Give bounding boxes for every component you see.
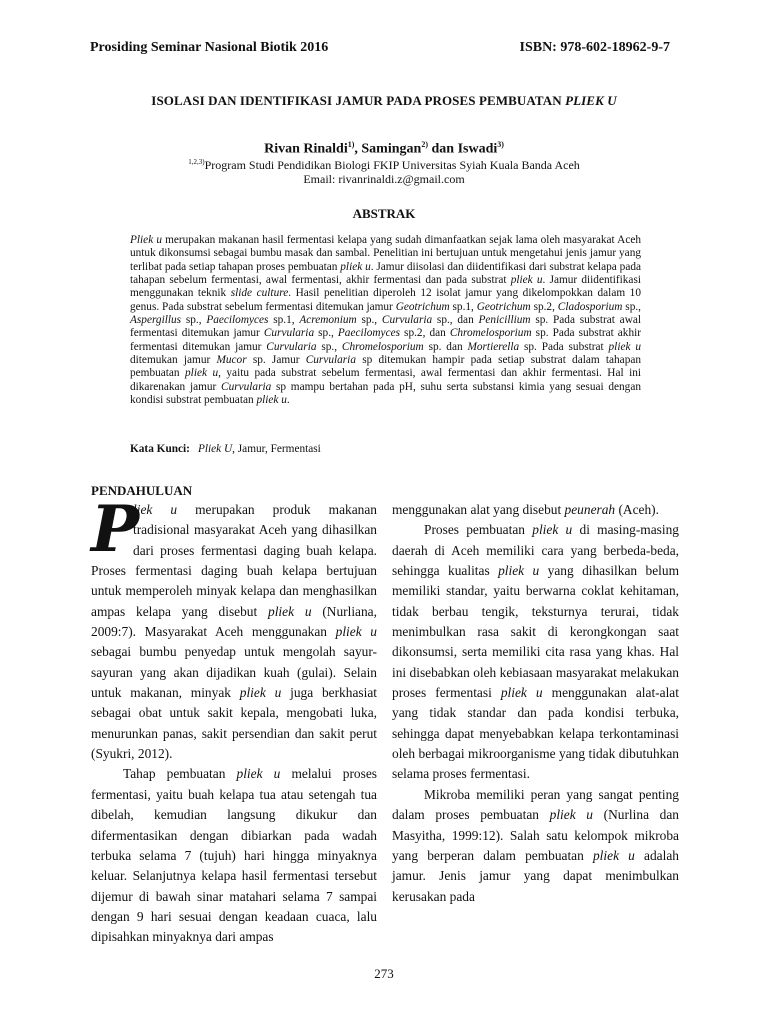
affiliation-text: Program Studi Pendidikan Biologi FKIP Universitas Syiah Kuala Banda Aceh bbox=[204, 158, 580, 172]
italic-term: Mortierella bbox=[467, 340, 520, 353]
running-header-isbn: ISBN: 978-602-18962-9-7 bbox=[519, 40, 670, 55]
body-paragraph bbox=[392, 500, 679, 520]
italic-term: Pliek u bbox=[130, 234, 162, 246]
text-run: . Jamur diisolasi dan diidentifikasi dari substrat kelapa pada tahapan sebelum fermentasi, awal fermentasi, akhir fermentasi dan pada substrat bbox=[130, 260, 641, 287]
text-run: sp., bbox=[314, 327, 338, 340]
abstract-body bbox=[130, 234, 641, 407]
abstract-heading: ABSTRAK bbox=[352, 206, 416, 221]
text-run: yang dihasilkan belum memiliki standar, yaitu berwarna coklat kehitaman, tidak berbau tengik, teksturnya terurai, tidak menimbulkan rasa sakit di kerongkongan saat dikonsumsi, serta memiliki cita rasa yang khas. Hal ini disebabkan oleh kebiasaan masyarakat melakukan proses fermentasi bbox=[392, 563, 679, 701]
text-run: sp mampu bertahan pada pH, suhu serta substansi kimia yang sesuai dengan kondisi substrat pembuatan bbox=[130, 380, 641, 407]
text-run: sp.1, bbox=[268, 314, 300, 327]
body-paragraph bbox=[392, 785, 679, 907]
italic-term: pliek u bbox=[335, 624, 377, 640]
text-run: merupakan makanan hasil fermentasi kelapa yang sudah dimanfaatkan sejak lama oleh masyarakat Aceh untuk dikonsumsi sebagai bumbu masak dan sambal. Penelitian ini bertujuan untuk mengetahui jenis jamur yang terlibat pada setiap tahapan proses pembuatan bbox=[130, 234, 641, 273]
body-paragraph bbox=[91, 492, 377, 764]
italic-term: Curvularia bbox=[266, 340, 317, 353]
text-run: sp. Pada substrat awal fermentasi ditemukan jamur bbox=[130, 314, 642, 340]
author-1-mark: 1) bbox=[347, 140, 355, 149]
author-list bbox=[0, 140, 768, 158]
text-run: Tahap pembuatan bbox=[123, 766, 237, 782]
keywords-rest: , Jamur, Fermentasi bbox=[232, 443, 321, 455]
text-run: (Nurlina dan Masyitha, 1999:12). Salah satu kelompok mikroba yang berperan dalam pembuatan bbox=[392, 807, 679, 863]
italic-term: Cladosporium bbox=[557, 300, 623, 313]
body-column-left bbox=[91, 492, 377, 948]
text-run: (Aceh). bbox=[615, 502, 659, 517]
text-run: adalah jamur. Jenis jamur yang dapat menimbulkan kerusakan pada bbox=[392, 847, 679, 904]
running-header-title: Prosiding Seminar Nasional Biotik 2016 bbox=[90, 40, 329, 55]
author-3: Iswadi bbox=[457, 141, 498, 157]
text-run: Proses pembuatan bbox=[424, 522, 533, 538]
keywords-italic: Pliek U bbox=[197, 443, 233, 455]
italic-term: liek u bbox=[133, 502, 178, 517]
italic-term: pliek u bbox=[256, 394, 287, 407]
paper-title-main: ISOLASI DAN IDENTIFIKASI JAMUR PADA PROSES PEMBUATAN bbox=[151, 93, 566, 108]
italic-term: Chromelosporium bbox=[449, 327, 532, 340]
italic-term: pliek u bbox=[268, 603, 312, 619]
affiliation-mark: 1,2,3) bbox=[188, 158, 205, 166]
author-separator: dan bbox=[427, 141, 458, 157]
text-run: . bbox=[286, 394, 290, 407]
keywords-label: Kata Kunci: bbox=[130, 443, 190, 455]
text-run: menggunakan alat yang disebut bbox=[392, 502, 565, 517]
italic-term: pliek u bbox=[510, 274, 543, 287]
drop-cap: P bbox=[91, 492, 140, 567]
author-1: Rivan Rinaldi bbox=[264, 141, 348, 157]
section-heading-pendahuluan: PENDAHULUAN bbox=[91, 483, 193, 498]
italic-term: Curvularia bbox=[221, 380, 272, 393]
text-run: sp. Pada substrat bbox=[519, 340, 609, 353]
keywords bbox=[130, 443, 321, 455]
text-run: sp. dan bbox=[423, 340, 468, 353]
text-run: ditemukan jamur bbox=[130, 354, 217, 367]
text-run: sp. Pada substrat akhir fermentasi ditemukan jamur bbox=[130, 327, 642, 353]
author-separator: , bbox=[354, 141, 362, 157]
italic-term: Mucor bbox=[216, 354, 247, 367]
text-run: . Hasil penelitian diperoleh 12 isolat jamur yang dikelompokkan dalam 10 genus. Pada substrat sebelum fermentasi ditemukan jamur bbox=[130, 287, 641, 313]
italic-term: pliek u bbox=[498, 563, 540, 579]
text-run: sp., bbox=[356, 314, 382, 327]
body-paragraph bbox=[392, 520, 679, 784]
text-run: sp., bbox=[316, 340, 342, 353]
text-run: sp., bbox=[622, 300, 641, 313]
italic-term: pliek u bbox=[236, 766, 281, 782]
text-run: sp ditemukan hampir pada setiap substrat dalam tahapan pembuatan bbox=[130, 354, 642, 380]
text-run: sp., dan bbox=[432, 314, 479, 327]
text-run: sp., bbox=[181, 314, 207, 327]
text-run: yaitu pada substrat sebelum fermentasi, awal fermentasi dan akhir fermentasi. Hal ini dikarenakan jamur bbox=[130, 367, 641, 393]
text-run: sp.1, bbox=[449, 300, 477, 313]
italic-term: pliek u bbox=[608, 340, 641, 353]
text-run: sp.2, dan bbox=[400, 327, 450, 340]
text-run: sebagai bumbu penyedap untuk mengolah sayur-sayuran yang akan dijadikan kuah (gulai). Selain untuk makanan, minyak bbox=[91, 644, 377, 701]
text-run: . Jamur diidentifikasi menggunakan teknik bbox=[130, 274, 641, 300]
italic-term: Geotrichum bbox=[395, 300, 450, 313]
italic-term: Penicillium bbox=[478, 314, 531, 327]
italic-term: Paecilomyces bbox=[337, 327, 400, 340]
italic-term: Curvularia bbox=[381, 314, 433, 327]
text-run: melalui proses fermentasi, yaitu buah kelapa tua atau setengah tua dibelah, kemudian langsung dikukur dan difermentasikan dengan dibiarkan pada wadah terbuka selama 7 (tujuh) hari hingga minyaknya keluar. Selanjutnya kelapa hasil fermentasi tersebut dijemur di bawah sinar matahari selama 7 sampai dengan 9 hari sesuai dengan keadaan cuaca, lalu dipisahkan minyaknya dari ampas bbox=[91, 766, 377, 945]
text-run: sp.2, bbox=[530, 300, 558, 313]
italic-term: slide culture bbox=[230, 287, 289, 300]
affiliation bbox=[0, 158, 768, 173]
italic-term: pliek u bbox=[500, 685, 543, 701]
italic-term: pliek u bbox=[239, 685, 282, 701]
text-run: di masing-masing daerah di Aceh memiliki cara yang berbeda-beda, sehingga kualitas bbox=[392, 522, 679, 579]
body-paragraph bbox=[91, 764, 377, 947]
italic-term: Paecilomyces bbox=[206, 314, 269, 327]
italic-term: pliek u bbox=[549, 807, 593, 823]
italic-term: peunerah bbox=[564, 502, 616, 517]
italic-term: pliek u bbox=[340, 260, 371, 273]
italic-term: Curvularia bbox=[305, 354, 356, 367]
text-run: menggunakan alat-alat yang tidak standar dan pada kondisi terbuka, sehingga dapat menyebabkan kelapa terkontaminasi oleh berbagai mikroorganisme yang tidak dibutuhkan selama proses fermentasi. bbox=[392, 685, 679, 782]
text-run: Mikroba memiliki peran yang sangat penting dalam proses pembuatan bbox=[392, 786, 679, 823]
italic-term: Curvularia bbox=[263, 327, 315, 340]
body-column-right bbox=[392, 500, 679, 907]
author-2-mark: 2) bbox=[421, 140, 428, 149]
paper-title bbox=[0, 93, 768, 109]
text-run: merupakan produk makanan tradisional masyarakat Aceh yang dihasilkan dari proses fermentasi daging buah kelapa. Proses fermentasi daging buah kelapa bertujuan untuk memperoleh minyak kelapa dan menghasilkan ampas kelapa yang disebut bbox=[91, 502, 377, 619]
author-email: Email: rivanrinaldi.z@gmail.com bbox=[303, 172, 465, 186]
italic-term: Acremonium bbox=[299, 314, 357, 327]
text-run: sp. Jamur bbox=[246, 354, 306, 367]
text-run: (Nurliana, 2009:7). Masyarakat Aceh menggunakan bbox=[91, 603, 377, 640]
italic-term: pliek u, bbox=[185, 367, 221, 380]
italic-term: Aspergillus bbox=[130, 314, 182, 327]
italic-term: pliek u bbox=[592, 847, 635, 863]
italic-term: pliek u bbox=[532, 522, 573, 538]
author-3-mark: 3) bbox=[497, 140, 504, 149]
author-2: Samingan bbox=[361, 141, 422, 157]
italic-term: Geotrichum bbox=[476, 300, 531, 313]
paper-title-italic: PLIEK U bbox=[565, 93, 617, 108]
page-number: 273 bbox=[374, 966, 394, 981]
text-run: juga berkhasiat sebagai obat untuk sakit kepala, mengobati luka, menurunkan panas, sakit persendian dan sakit perut (Syukri, 2012). bbox=[91, 685, 377, 762]
italic-term: Chromelosporium bbox=[341, 340, 424, 353]
